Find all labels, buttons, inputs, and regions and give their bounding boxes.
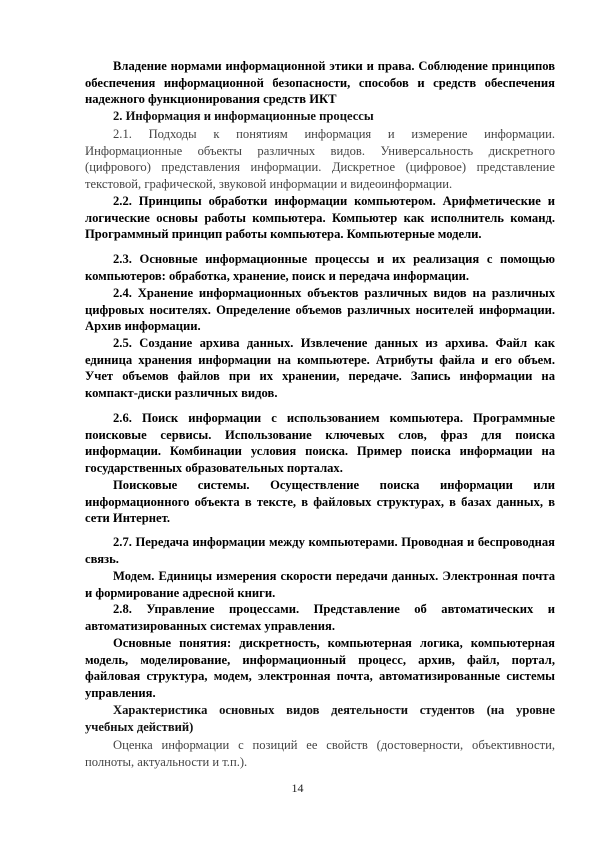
paragraph-modem: Модем. Единицы измерения скорости передачи данных. Электронная почта и формирование адресной книги. [85, 569, 555, 600]
paragraph-2-3: 2.3. Основные информационные процессы и их реализация с помощью компьютеров: обработка, хранение, поиск и передача информации. [85, 252, 555, 283]
section-heading: 2. Информация и информационные процессы [113, 109, 374, 123]
paragraph-2-7: 2.7. Передача информации между компьютерами. Проводная и беспроводная связь. [85, 535, 555, 566]
page-number: 14 [291, 781, 304, 795]
paragraph-2-2: 2.2. Принципы обработки информации компьютером. Арифметические и логические основы работы компьютера. Компьютер как исполнитель команд. Программный принцип работы компьютера. Компьютерные модели. [85, 194, 555, 241]
paragraph-2-5: 2.5. Создание архива данных. Извлечение данных из архива. Файл как единица хранения информации на компьютере. Атрибуты файла и его объем. Учет объемов файлов при их хранении, передаче. Запись информации на компакт-диски различных видов. [85, 336, 555, 400]
paragraph-2-8: 2.8. Управление процессами. Представление об автоматических и автоматизированных системах управления. [85, 602, 555, 633]
paragraph-ethics: Владение нормами информационной этики и права. Соблюдение принципов обеспечения информационной безопасности, способов и средств обеспечения надежного функционирования средств ИКТ [85, 59, 555, 106]
paragraph-2-6: 2.6. Поиск информации с использованием компьютера. Программные поисковые сервисы. Использование ключевых слов, фраз для поиска информации. Комбинации условия поиска. Пример поиска информации на государственных образовательных порталах. [85, 411, 555, 475]
paragraph-2-1: 2.1. Подходы к понятиям информация и измерение информации. Информационные объекты различных видов. Универсальность дискретного (цифрового) представления информации. Дискретное (цифровое) представление текстовой, графической, звуковой информации и видеоинформации. [85, 127, 555, 191]
paragraph-assessment: Оценка информации с позиций ее свойств (достоверности, объективности, полноты, актуальности и т.п.). [85, 738, 555, 769]
paragraph-2-4: 2.4. Хранение информационных объектов различных видов на различных цифровых носителях. Определение объемов различных носителей информации. Архив информации. [85, 286, 555, 333]
activity-heading: Характеристика основных видов деятельности студентов (на уровне учебных действий) [85, 703, 555, 734]
paragraph-search-systems: Поисковые системы. Осуществление поиска информации или информационного объекта в тексте, в файловых структурах, в базах данных, в сети Интернет. [85, 478, 555, 525]
paragraph-key-concepts: Основные понятия: дискретность, компьютерная логика, компьютерная модель, моделирование, информационный процесс, архив, файл, портал, файловая структура, модем, электронная почта, автоматизированные системы управления. [85, 636, 555, 700]
